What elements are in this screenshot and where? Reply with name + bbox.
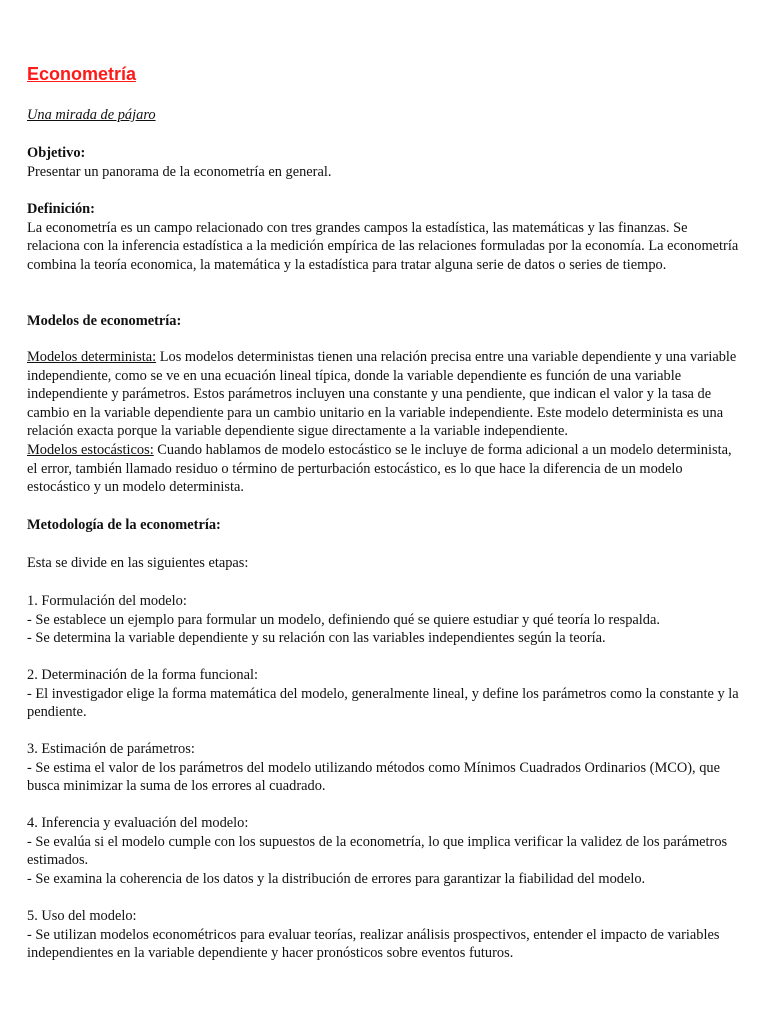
step-title: 5. Uso del modelo: [27,908,137,924]
metodologia-heading: Metodología de la econometría: [27,517,221,533]
step-title: 4. Inferencia y evaluación del modelo: [27,815,249,831]
definicion-section [27,200,743,274]
objetivo-section [27,144,743,181]
step-5 [27,907,743,963]
objetivo-text: Presentar un panorama de la econometría en general. [27,163,332,180]
modelos-heading: Modelos de econometría: [27,313,182,329]
step-line: - Se examina la coherencia de los datos y la distribución de errores para garantizar la fiabilidad del modelo. [27,870,646,887]
modelos-section [27,348,743,497]
step-line: - Se determina la variable dependiente y su relación con las variables independientes según la teoría. [27,630,606,647]
step-line: - Se establece un ejemplo para formular un modelo, definiendo qué se quiere estudiar y qué teoría lo respalda. [27,611,660,628]
document-subtitle: Una mirada de pájaro [27,107,156,123]
step-line: - El investigador elige la forma matemática del modelo, generalmente lineal, y define los parámetros como la constante y la pendiente. [27,685,739,721]
determinista-text: Los modelos deterministas tienen una relación precisa entre una variable dependiente y una variable independiente, como se ve en una ecuación lineal típica, donde la variable dependiente es función de una variable independiente y parámetros. Estos parámetros incluyen una constante y una pendiente, que indican el valor y la tasa de cambio en la variable dependiente para un cambio unitario en la variable independiente. Este modelo determinista es una relación exacta porque la variable dependiente sigue directamente a la variable independiente. [27,349,737,440]
determinista-paragraph [27,348,743,441]
step-title: 1. Formulación del modelo: [27,593,187,609]
step-line: - Se utilizan modelos econométricos para evaluar teorías, realizar análisis prospectivos, entender el impacto de variables independientes en la variable dependiente y hacer pronósticos sobre eventos futuros. [27,926,720,962]
modelos-heading-block [27,312,743,331]
step-line: - Se estima el valor de los parámetros del modelo utilizando métodos como Mínimos Cuadrados Ordinarios (MCO), que busca minimizar la suma de los errores al cuadrado. [27,759,721,795]
step-line: - Se evalúa si el modelo cumple con los supuestos de la econometría, lo que implica verificar la validez de los parámetros estimados. [27,833,728,869]
step-2 [27,666,743,722]
estocastico-paragraph [27,441,743,497]
document-title: Econometría [27,64,137,84]
definicion-label: Definición: [27,201,95,217]
step-3 [27,740,743,796]
step-title: 3. Estimación de parámetros: [27,741,195,757]
objetivo-label: Objetivo: [27,145,86,161]
metodologia-intro-block [27,554,743,573]
determinista-label: Modelos determinista: [27,349,157,365]
estocastico-text: Cuando hablamos de modelo estocástico se le incluye de forma adicional a un modelo determinista, el error, también llamado residuo o término de perturbación estocástico, es lo que hace la diferencia de un modelo estocástico y un modelo determinista. [27,441,732,496]
metodologia-intro: Esta se divide en las siguientes etapas: [27,555,249,571]
definicion-text: La econometría es un campo relacionado con tres grandes campos la estadística, las matemáticas y las finanzas. Se relaciona con la inferencia estadística a la medición empírica de las relaciones formuladas por la economía. La econometría combina la teoría economica, la matemática y la estadística para tratar alguna serie de datos o series de tiempo. [27,219,739,273]
step-1 [27,592,743,648]
step-title: 2. Determinación de la forma funcional: [27,667,258,683]
metodologia-heading-block [27,516,743,535]
estocastico-label: Modelos estocásticos: [27,441,154,458]
step-4 [27,814,743,888]
